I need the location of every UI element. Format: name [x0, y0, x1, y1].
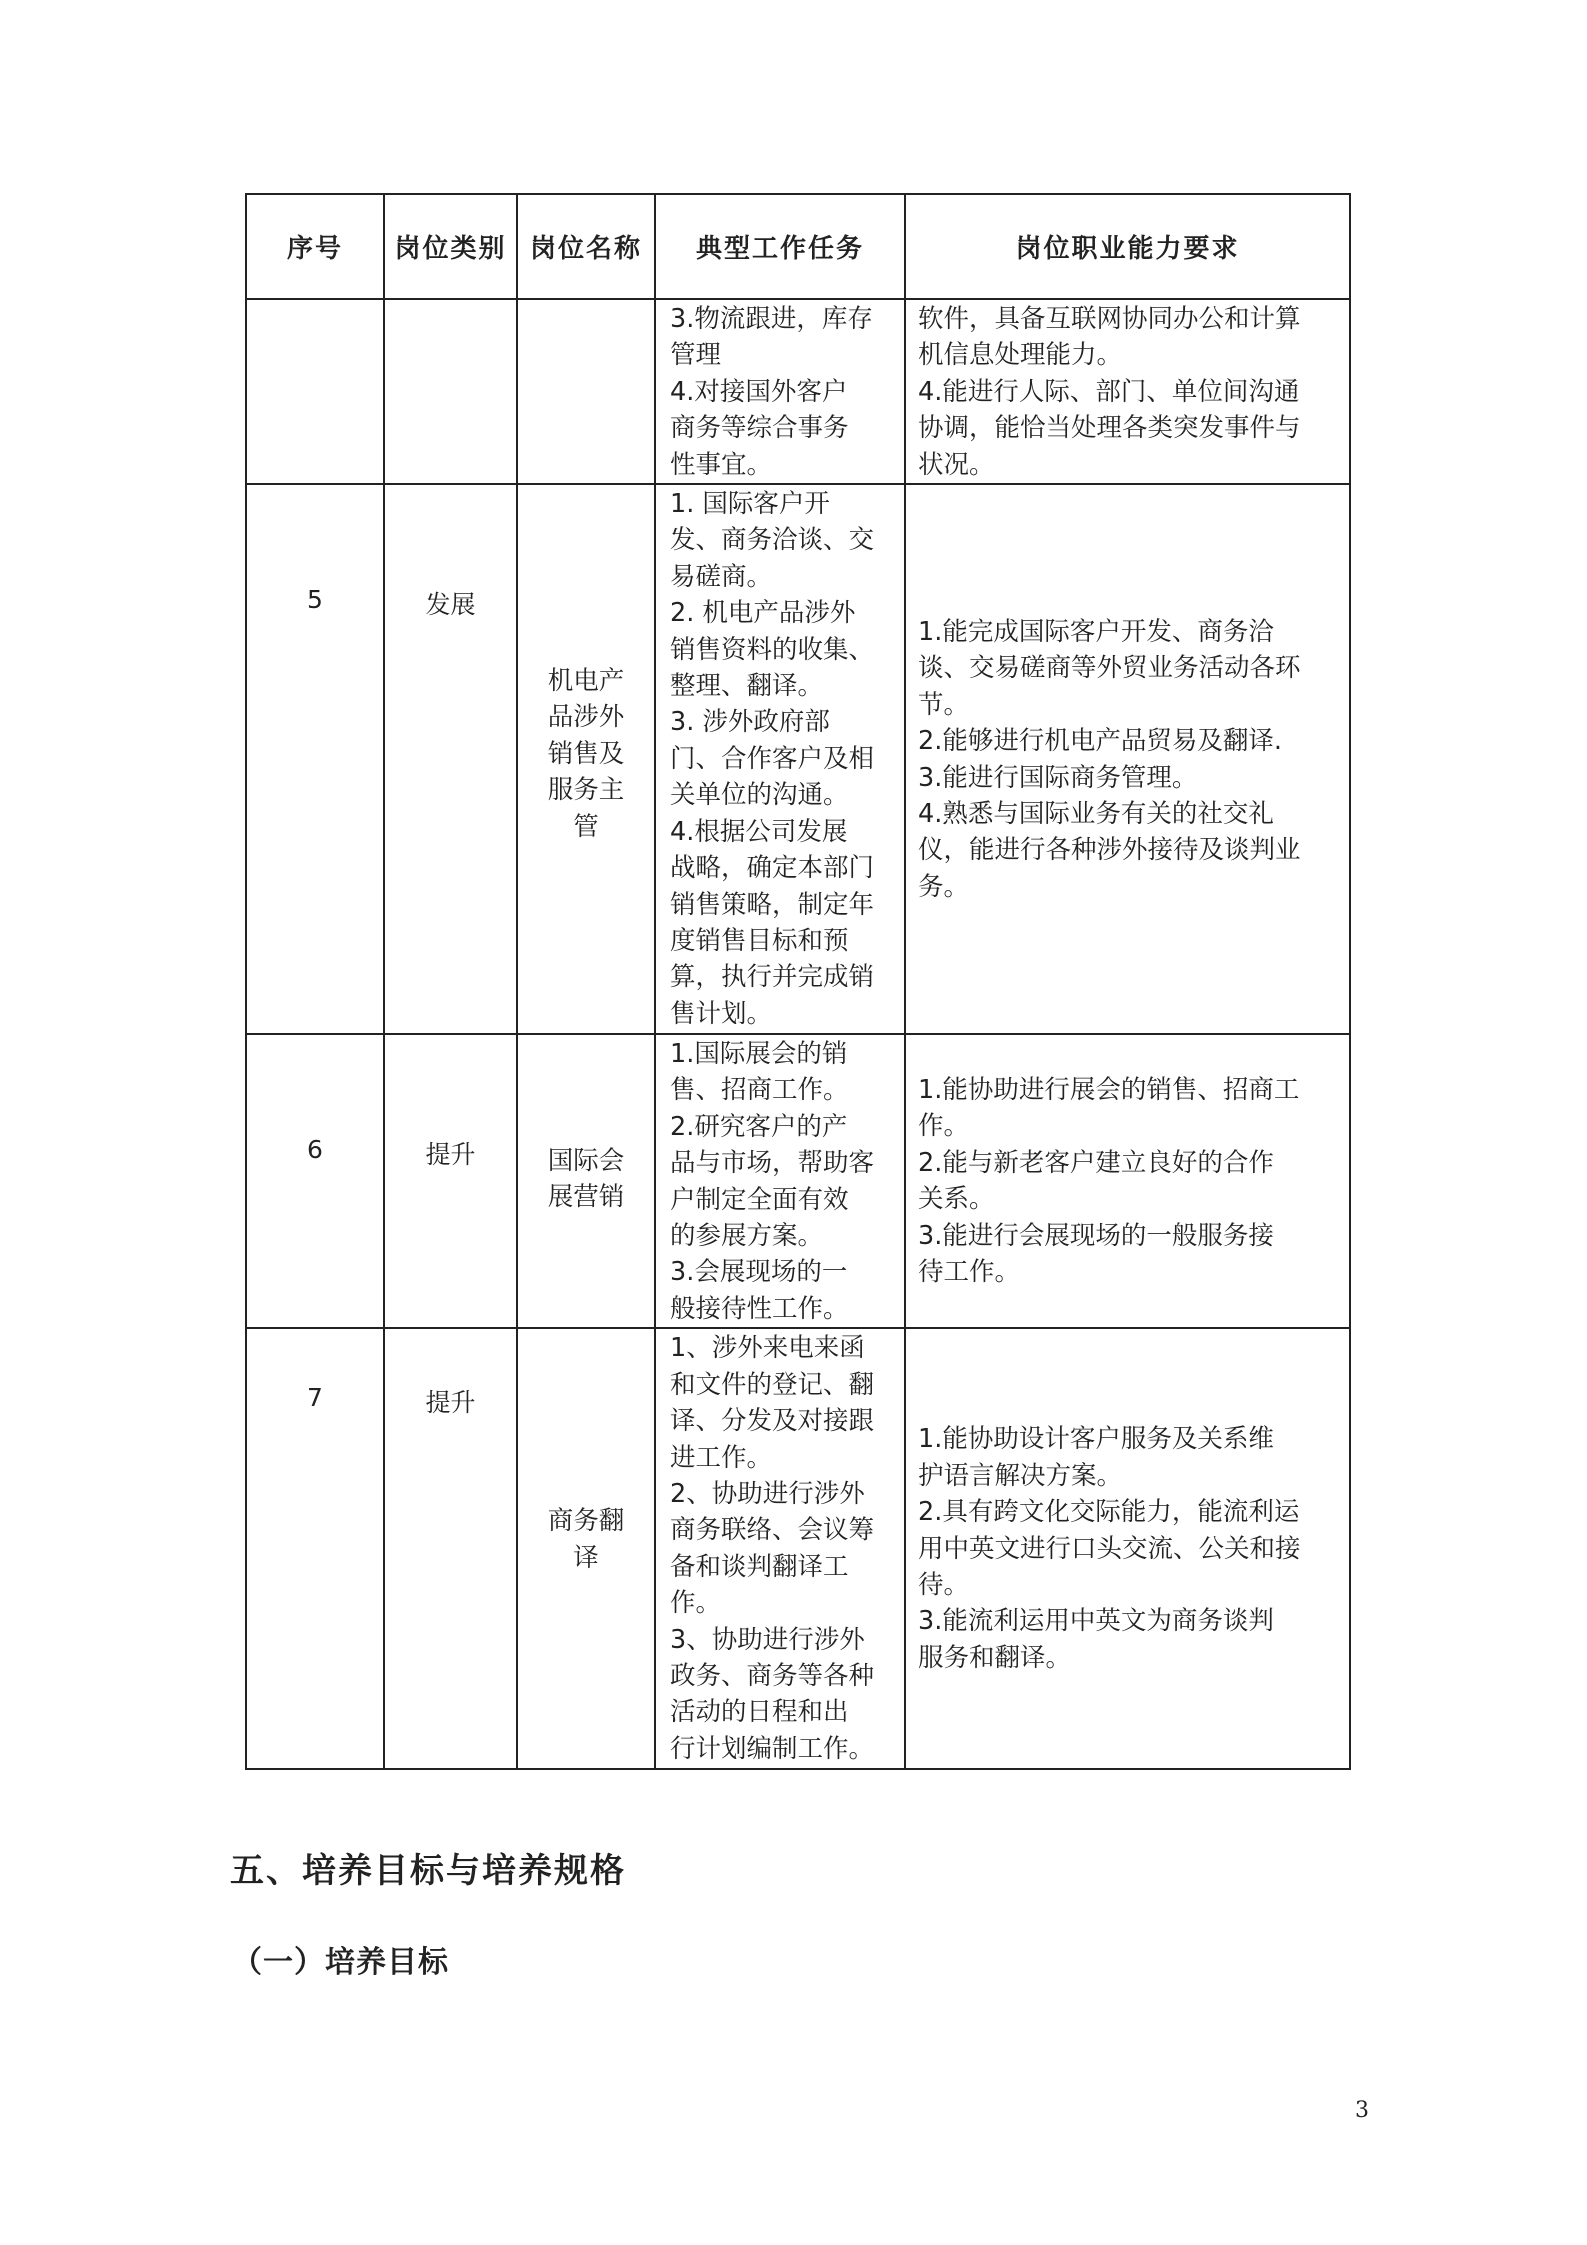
requirement-line: 务。	[918, 871, 970, 902]
task-line: 度销售目标和预	[670, 925, 849, 956]
requirement-line: 仪，能进行各种涉外接待及谈判业	[918, 835, 1301, 866]
post-name-line: 展营销	[547, 1182, 625, 1213]
task-line: 户制定全面有效	[670, 1184, 849, 1215]
table-row	[246, 1328, 1350, 1769]
cell-no	[246, 299, 384, 484]
requirement-line: 待。	[918, 1569, 970, 1600]
section-title: 五、培养目标与培养规格	[230, 1851, 626, 1891]
header-category: 岗位类别	[384, 194, 517, 299]
cell-post-name	[517, 1328, 655, 1769]
task-line: 和文件的登记、翻	[670, 1369, 875, 1400]
requirement-line: 护语言解决方案。	[918, 1460, 1123, 1491]
requirement-line: 1.能协助进行展会的销售、招商工	[918, 1075, 1300, 1106]
cell-category-text: 发展	[425, 590, 476, 620]
task-line: 商务等综合事务	[670, 413, 849, 444]
task-line: 3. 涉外政府部	[670, 707, 830, 738]
task-line: 活动的日程和出	[670, 1697, 849, 1728]
cell-post-name	[517, 484, 655, 1034]
requirement-line: 机信息处理能力。	[918, 340, 1123, 371]
cell-category	[384, 1034, 517, 1328]
cell-requirements	[905, 1034, 1350, 1328]
task-line: 门、合作客户及相	[670, 743, 875, 774]
task-line: 4.根据公司发展	[670, 816, 848, 847]
requirement-line: 1.能协助设计客户服务及关系维	[918, 1424, 1274, 1455]
requirement-line: 2.能够进行机电产品贸易及翻译.	[918, 726, 1282, 757]
requirement-line: 节。	[918, 689, 970, 720]
task-line: 作。	[670, 1588, 722, 1619]
post-name-line: 品涉外	[547, 702, 625, 733]
task-line: 1. 国际客户开	[670, 489, 830, 520]
task-line: 3、协助进行涉外	[670, 1624, 865, 1655]
cell-no-text: 7	[307, 1383, 323, 1413]
cell-category	[384, 299, 517, 484]
header-no: 序号	[246, 194, 384, 299]
task-line: 政务、商务等各种	[670, 1660, 875, 1691]
task-line: 性事宜。	[670, 449, 773, 480]
task-line: 售、招商工作。	[670, 1075, 849, 1106]
requirement-line: 作。	[918, 1111, 970, 1142]
requirement-line: 3.能流利运用中英文为商务谈判	[918, 1606, 1274, 1637]
cell-tasks	[655, 1034, 905, 1328]
task-line: 3.会展现场的一	[670, 1257, 848, 1288]
post-name-line: 机电产	[547, 666, 625, 697]
cell-no-text: 5	[307, 585, 323, 615]
task-line: 1.国际展会的销	[670, 1039, 848, 1070]
header-name: 岗位名称	[517, 194, 655, 299]
task-line: 整理、翻译。	[670, 671, 824, 702]
post-name-line: 商务翻	[547, 1506, 625, 1537]
requirement-line: 关系。	[918, 1184, 995, 1215]
table-row	[246, 299, 1350, 484]
requirement-line: 4.熟悉与国际业务有关的社交礼	[918, 799, 1274, 830]
task-line: 2.研究客户的产	[670, 1111, 848, 1142]
requirement-line: 用中英文进行口头交流、公关和接	[918, 1533, 1301, 1564]
section-subtitle: （一）培养目标	[232, 1945, 449, 1980]
requirement-line: 协调，能恰当处理各类突发事件与	[918, 413, 1301, 444]
requirement-line: 服务和翻译。	[918, 1642, 1072, 1673]
cell-category-text: 提升	[425, 1388, 476, 1418]
task-line: 关单位的沟通。	[670, 780, 849, 811]
task-line: 战略，确定本部门	[670, 853, 875, 884]
cell-tasks	[655, 484, 905, 1034]
task-line: 般接待性工作。	[670, 1293, 849, 1324]
requirement-line: 谈、交易磋商等外贸业务活动各环	[918, 653, 1301, 684]
task-line: 备和谈判翻译工	[670, 1551, 849, 1582]
cell-tasks	[655, 1328, 905, 1769]
cell-no	[246, 1328, 384, 1769]
post-name-line: 译	[573, 1542, 599, 1573]
task-line: 品与市场，帮助客	[670, 1148, 875, 1179]
cell-tasks	[655, 299, 905, 484]
requirement-line: 软件，具备互联网协同办公和计算	[918, 304, 1301, 334]
header-tasks: 典型工作任务	[655, 194, 905, 299]
task-line: 发、商务洽谈、交	[670, 525, 875, 556]
post-name-line: 国际会	[547, 1146, 625, 1177]
requirement-line: 2.能与新老客户建立良好的合作	[918, 1147, 1274, 1178]
cell-requirements	[905, 299, 1350, 484]
task-line: 译、分发及对接跟	[670, 1406, 875, 1437]
task-line: 进工作。	[670, 1442, 773, 1473]
task-line: 算，执行并完成销	[670, 962, 875, 993]
cell-post-name	[517, 299, 655, 484]
task-line: 易磋商。	[670, 561, 773, 592]
task-line: 售计划。	[670, 998, 773, 1029]
cell-no	[246, 484, 384, 1034]
requirement-line: 状况。	[918, 449, 995, 480]
task-line: 管理	[670, 340, 722, 371]
post-name-line: 销售及	[547, 738, 625, 769]
table-body	[246, 299, 1350, 1769]
post-name-line: 服务主	[547, 775, 625, 806]
task-line: 3.物流跟进，库存	[670, 304, 873, 334]
task-line: 的参展方案。	[670, 1221, 824, 1252]
task-line: 1、涉外来电来函	[670, 1333, 865, 1364]
table-row	[246, 484, 1350, 1034]
cell-no	[246, 1034, 384, 1328]
requirement-line: 4.能进行人际、部门、单位间沟通	[918, 376, 1300, 407]
post-name-line: 管	[573, 811, 599, 842]
task-line: 2、协助进行涉外	[670, 1478, 865, 1509]
table-header-row	[246, 194, 1350, 299]
header-requirements: 岗位职业能力要求	[905, 194, 1350, 299]
task-line: 2. 机电产品涉外	[670, 598, 856, 629]
requirement-line: 3.能进行会展现场的一般服务接	[918, 1220, 1274, 1251]
task-line: 4.对接国外客户	[670, 376, 848, 407]
table-row	[246, 1034, 1350, 1328]
task-line: 销售资料的收集、	[670, 634, 875, 665]
requirement-line: 2.具有跨文化交际能力，能流利运	[918, 1497, 1300, 1528]
page-number: 3	[1355, 2098, 1369, 2123]
cell-requirements	[905, 484, 1350, 1034]
task-line: 销售策略，制定年	[670, 889, 875, 920]
task-line: 行计划编制工作。	[670, 1733, 875, 1764]
cell-category	[384, 484, 517, 1034]
cell-post-name	[517, 1034, 655, 1328]
job-table	[245, 193, 1351, 1770]
requirement-line: 1.能完成国际客户开发、商务洽	[918, 617, 1274, 648]
requirement-line: 3.能进行国际商务管理。	[918, 762, 1198, 793]
cell-requirements	[905, 1328, 1350, 1769]
cell-category	[384, 1328, 517, 1769]
cell-category-text: 提升	[425, 1140, 476, 1170]
requirement-line: 待工作。	[918, 1257, 1021, 1288]
cell-no-text: 6	[307, 1135, 323, 1165]
task-line: 商务联络、会议筹	[670, 1515, 875, 1546]
